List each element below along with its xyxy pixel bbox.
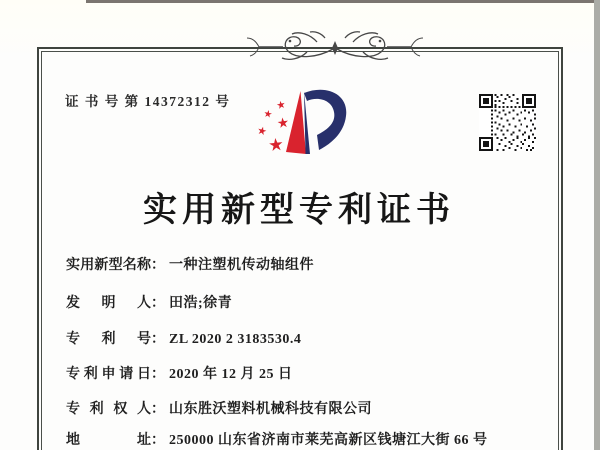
field-value: 一种注塑机传动轴组件: [169, 258, 314, 273]
field-inventors: [66, 292, 232, 312]
logo-p-bowl: [304, 90, 346, 150]
field-colon: ：: [151, 296, 165, 311]
certificate-title: 实用新型专利证书: [143, 192, 455, 229]
field-patentee: [66, 398, 372, 418]
field-value: 2020 年 12 月 25 日: [169, 367, 293, 382]
field-value: ZL 2020 2 3183530.4: [169, 332, 302, 347]
field-label: 专利申请日: [66, 367, 151, 382]
field-application-date: [66, 363, 293, 383]
field-address: [66, 429, 488, 449]
field-utility-model-name: [66, 254, 314, 274]
certificate-number: 证 书 号 第 14372312 号: [65, 94, 231, 109]
field-label: 发明人: [66, 296, 151, 311]
field-colon: ：: [151, 433, 165, 448]
field-colon: ：: [151, 402, 165, 417]
field-label: 地址: [66, 433, 151, 448]
field-label: 专利号: [66, 332, 151, 347]
scan-edge-top: [86, 0, 600, 3]
ornament-center-diamond: [332, 41, 338, 55]
field-colon: ：: [151, 258, 165, 273]
field-patent-number: [66, 328, 301, 348]
logo-red-wedge: [286, 91, 306, 154]
field-label: 实用新型名称: [66, 258, 151, 273]
scan-edge-right: [594, 0, 600, 450]
field-value: 山东胜沃塑料机械科技有限公司: [169, 402, 372, 417]
field-label: 专利权人: [66, 402, 151, 417]
qr-code-icon: [479, 94, 536, 151]
field-colon: ：: [151, 367, 165, 382]
field-value: 田浩;徐青: [169, 296, 233, 311]
cnipa-ip-logo-icon: [230, 88, 370, 162]
field-colon: ：: [151, 332, 165, 347]
field-value: 250000 山东省济南市莱芜高新区钱塘江大街 66 号: [169, 433, 488, 448]
filigree-ornament-icon: [245, 28, 425, 68]
